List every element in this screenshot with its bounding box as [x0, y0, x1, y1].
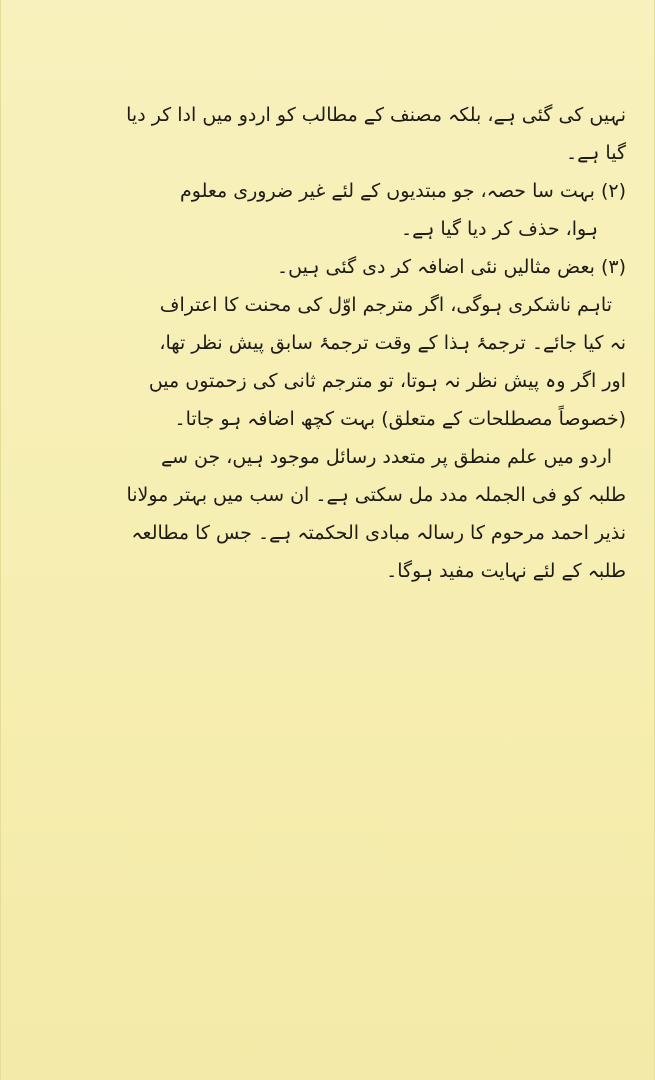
text-line: (خصوصاً مصطلحات کے متعلق) بہت کچھ اضافہ ہو جاتا۔: [174, 408, 626, 430]
text-line: طلبہ کو فی الجملہ مدد مل سکتی ہے۔ ان سب میں بہتر مولانا: [126, 484, 626, 506]
text-line: طلبہ کے لئے نہایت مفید ہوگا۔: [386, 560, 626, 582]
text-line: گیا ہے۔: [565, 142, 626, 164]
text-line: اور اگر وہ پیش نظر نہ ہوتا، تو مترجم ثانی کی زحمتوں میں: [148, 370, 626, 392]
text-line: تاہم ناشکری ہوگی، اگر مترجم اوّل کی محنت کا اعتراف: [159, 294, 612, 316]
text-line: اردو میں علم منطق پر متعدد رسائل موجود ہیں، جن سے: [160, 446, 612, 468]
text-line: (۲) بہت سا حصہ، جو مبتدیوں کے لئے غیر ضروری معلوم: [180, 180, 626, 202]
text-line: ہوا، حذف کر دیا گیا ہے۔: [400, 218, 598, 240]
text-line: نہ کیا جائے۔ ترجمۂ ہذا کے وقت ترجمۂ سابق پیش نظر تھا،: [159, 332, 626, 354]
text-line: (۳) بعض مثالیں نئی اضافہ کر دی گئی ہیں۔: [277, 256, 626, 278]
text-line: نذیر احمد مرحوم کا رسالہ مبادی الحکمتہ ہے۔ جس کا مطالعہ: [131, 522, 626, 544]
text-line: نہیں کی گئی ہے، بلکہ مصنف کے مطالب کو اردو میں ادا کر دیا: [126, 104, 626, 126]
page-text: [23, 96, 626, 590]
